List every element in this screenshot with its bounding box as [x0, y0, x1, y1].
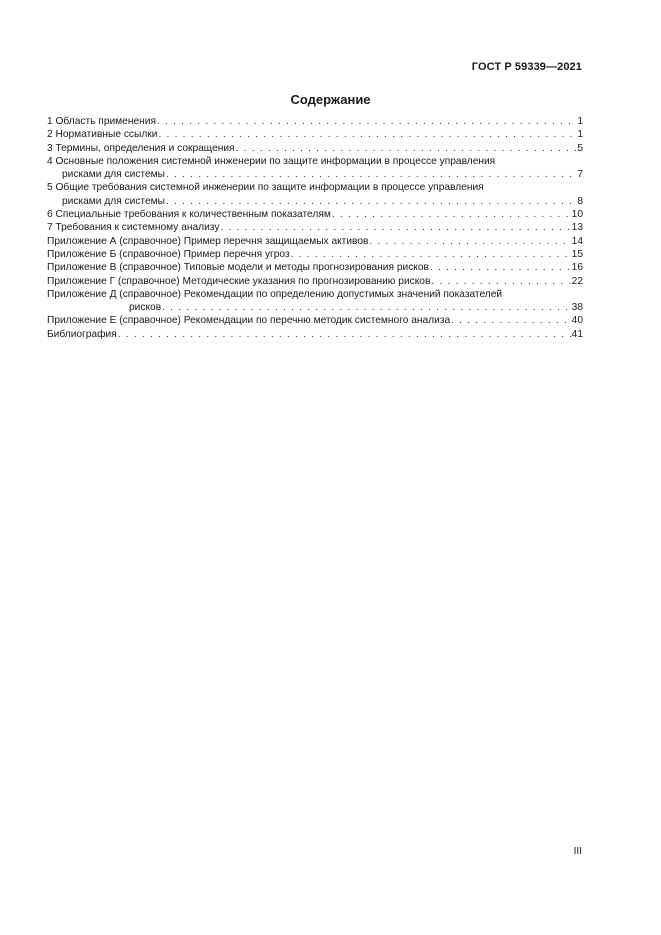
toc-page-number: 41	[571, 328, 583, 340]
toc-entry-2[interactable]	[47, 128, 583, 141]
toc-entry-text: 4 Основные положения системной инженерии по защите информации в процессе управления	[47, 155, 496, 167]
toc-entry-text: 3 Термины, определения и сокращения	[47, 142, 235, 154]
toc-page-number: 10	[571, 209, 583, 221]
standard-number: ГОСТ Р 59339—2021	[471, 61, 582, 73]
toc-entry-7[interactable]	[47, 221, 583, 234]
table-of-contents	[47, 115, 583, 341]
dot-leader	[157, 115, 576, 128]
toc-page-number: 7	[577, 169, 583, 181]
toc-page-number: 14	[571, 235, 583, 247]
toc-entry-text: 5 Общие требования системной инженерии по защите информации в процессе управления	[47, 182, 484, 194]
toc-entry-text: 7 Требования к системному анализу	[47, 222, 220, 234]
dot-leader	[162, 301, 571, 314]
toc-page-number: 22	[571, 275, 583, 287]
dot-leader	[369, 235, 570, 248]
toc-entry-text: Приложение Г (справочное) Методические указания по прогнозированию рисков	[47, 275, 431, 287]
toc-entry-text: Приложение Б (справочное) Пример перечня угроз	[47, 248, 290, 260]
dot-leader	[118, 328, 571, 341]
dot-leader	[220, 221, 570, 234]
toc-page-number: 8	[577, 195, 583, 207]
toc-page-number: 40	[571, 315, 583, 327]
toc-entry-text: Приложение А (справочное) Пример перечня защищаемых активов	[47, 235, 369, 247]
toc-page-number: 13	[571, 222, 583, 234]
toc-entry-appendix-b[interactable]	[47, 248, 583, 261]
toc-entry-6[interactable]	[47, 208, 583, 221]
toc-page-number: 1	[577, 116, 583, 127]
toc-entry-text: Приложение Е (справочное) Рекомендации по перечню методик системного анализа	[47, 315, 451, 327]
toc-entry-appendix-e[interactable]	[47, 314, 583, 327]
toc-entry-continuation: рисков	[129, 302, 162, 314]
toc-entry-4[interactable]	[47, 155, 583, 182]
dot-leader	[291, 248, 571, 261]
dot-leader	[451, 314, 571, 327]
dot-leader	[166, 195, 576, 208]
toc-entry-text: Библиография	[47, 328, 117, 340]
dot-leader	[236, 142, 577, 155]
toc-entry-text: Приложение Д (справочное) Рекомендации по определению допустимых значений показателей	[47, 288, 503, 300]
toc-entry-text: 6 Специальные требования к количественным показателям	[47, 209, 331, 221]
dot-leader	[332, 208, 571, 221]
toc-entry-1[interactable]	[47, 115, 583, 128]
toc-entry-appendix-v[interactable]	[47, 261, 583, 274]
toc-entry-text: Приложение В (справочное) Типовые модели и методы прогнозирования рисков	[47, 262, 429, 274]
toc-entry-text: 2 Нормативные ссылки	[47, 129, 158, 141]
toc-entry-appendix-d[interactable]	[47, 288, 583, 315]
dot-leader	[431, 275, 570, 288]
toc-entry-bibliography[interactable]	[47, 328, 583, 341]
dot-leader	[158, 128, 576, 141]
dot-leader	[166, 168, 576, 181]
toc-entry-appendix-g[interactable]	[47, 275, 583, 288]
page-number: III	[573, 846, 582, 857]
toc-entry-3[interactable]	[47, 142, 583, 155]
toc-page-number: 16	[571, 262, 583, 274]
toc-entry-continuation: рисками для системы	[62, 195, 165, 207]
toc-entry-continuation: рисками для системы	[62, 169, 165, 181]
dot-leader	[430, 261, 571, 274]
toc-page-number: 5	[577, 142, 583, 154]
toc-page-number: 15	[571, 248, 583, 260]
toc-entry-5[interactable]	[47, 181, 583, 208]
toc-entry-appendix-a[interactable]	[47, 235, 583, 248]
toc-entry-text: 1 Область применения	[47, 116, 156, 127]
toc-page-number: 38	[571, 302, 583, 314]
toc-title: Содержание	[290, 92, 371, 107]
toc-page-number: 1	[577, 129, 583, 141]
